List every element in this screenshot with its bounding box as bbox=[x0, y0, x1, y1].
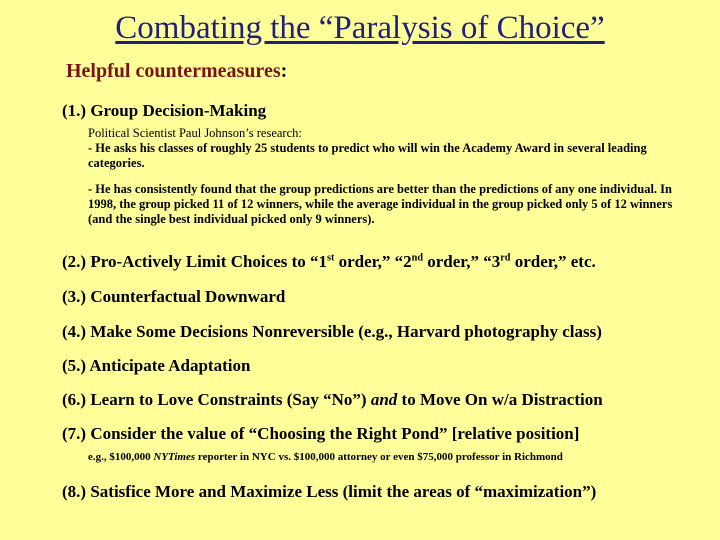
item-4: (4.) Make Some Decisions Nonreversible (e.g., Harvard photography class) bbox=[62, 322, 602, 341]
item-7: (7.) Consider the value of “Choosing the Right Pond” [relative position] bbox=[62, 424, 580, 443]
item-7-note-pre: e.g., $100,000 bbox=[88, 451, 154, 463]
slide-title: Combating the “Paralysis of Choice” bbox=[115, 10, 605, 46]
item-2-sup-3: rd bbox=[500, 252, 511, 264]
item-1-heading: (1.) Group Decision-Making bbox=[62, 101, 267, 120]
item-5: (5.) Anticipate Adaptation bbox=[62, 356, 251, 375]
item-7-note-post: reporter in NYC vs. $100,000 attorney or even $75,000 professor in Richmond bbox=[195, 451, 563, 463]
item-2-sup-2: nd bbox=[411, 252, 423, 264]
item-6-emphasis: and bbox=[370, 390, 398, 409]
research-point-1: - He asks his classes of roughly 25 students to predict who will win the Academy Award in several leading categories. bbox=[88, 141, 647, 170]
item-6-post: to Move On w/a Distraction bbox=[397, 390, 603, 409]
item-3: (3.) Counterfactual Downward bbox=[62, 287, 286, 306]
item-1-research-block bbox=[88, 126, 688, 171]
subtitle-text: Helpful countermeasures bbox=[66, 60, 281, 82]
research-point-2: - He has consistently found that the group predictions are better than the predictions of any one individual. In 1998, the group picked 11 of 12 winners, while the average individual in the group picked only 5 of 12 winners (and the single best individual picked only 9 winners). bbox=[88, 182, 673, 226]
item-2-post: order,” etc. bbox=[510, 252, 596, 271]
item-6 bbox=[62, 390, 603, 410]
item-7-example bbox=[88, 451, 563, 463]
subtitle bbox=[66, 60, 287, 83]
item-7-note-emphasis: NYTimes bbox=[153, 451, 196, 463]
subtitle-colon: : bbox=[280, 60, 288, 82]
item-2-mid-2: order,” “3 bbox=[423, 252, 501, 271]
item-6-pre: (6.) Learn to Love Constraints (Say “No”) bbox=[62, 390, 371, 409]
item-2-mid-1: order,” “2 bbox=[334, 252, 412, 271]
item-8: (8.) Satisfice More and Maximize Less (limit the areas of “maximization”) bbox=[62, 482, 597, 501]
item-2 bbox=[62, 252, 596, 272]
item-2-sup-1: st bbox=[327, 252, 335, 264]
research-lead: Political Scientist Paul Johnson’s research: bbox=[88, 126, 302, 140]
item-2-pre: (2.) Pro-Actively Limit Choices to “1 bbox=[62, 252, 328, 271]
